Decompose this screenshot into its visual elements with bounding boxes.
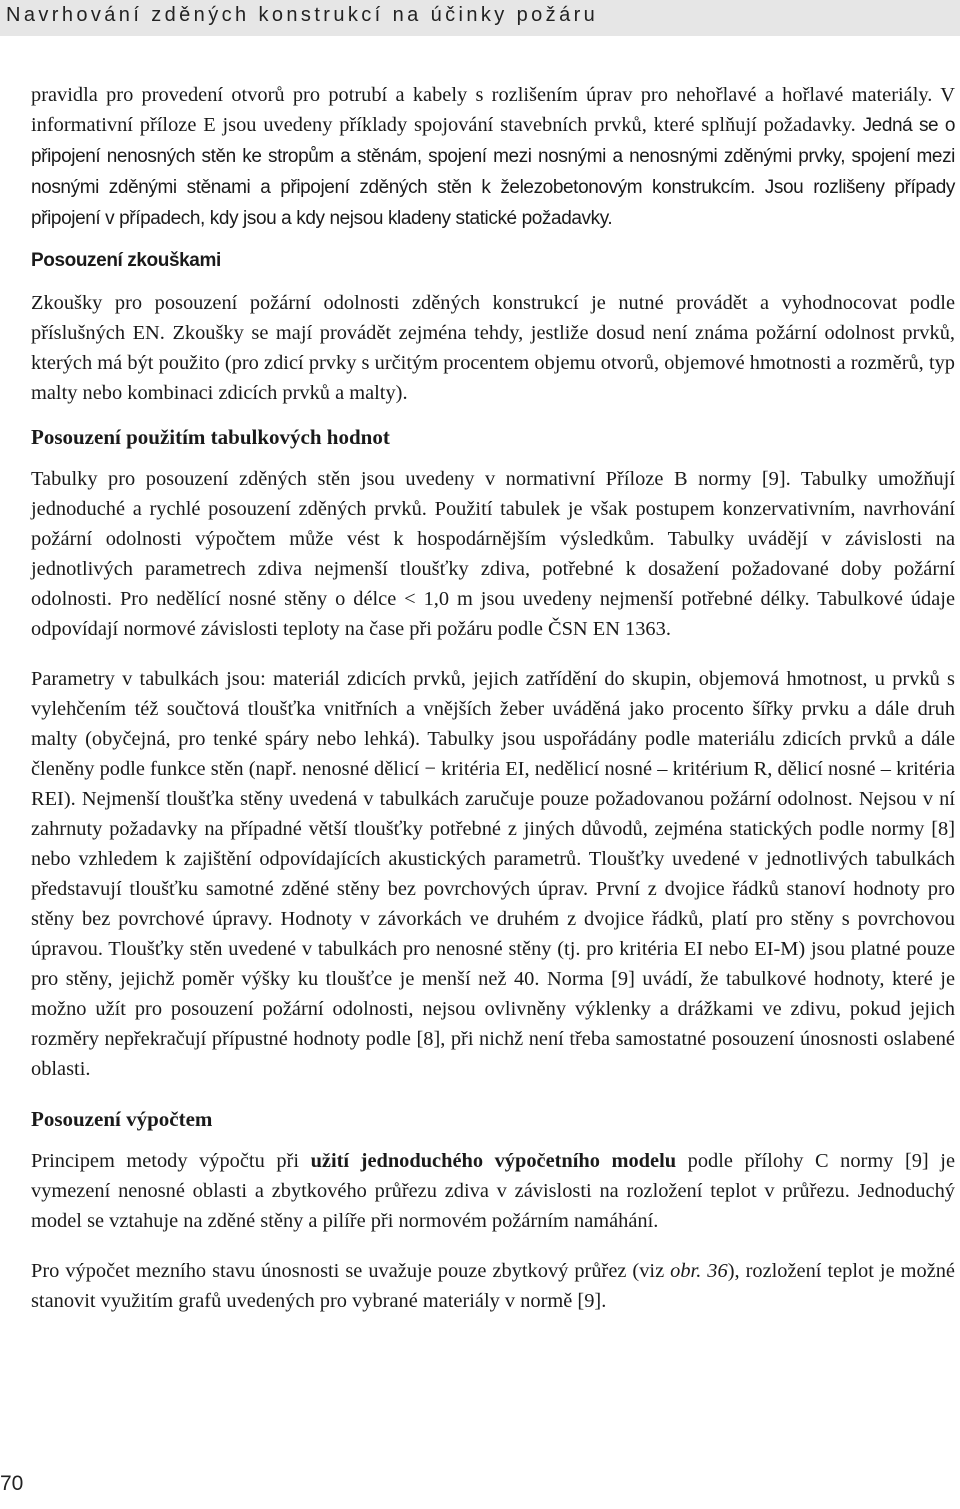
page-number: 70 [0, 1472, 24, 1495]
running-header [0, 0, 960, 36]
paragraph-tabulky-a: Tabulky pro posouzení zděných stěn jsou uvedeny v normativní Příloze B normy [9]. Tabulky umožňují jednoduché a rychlé posouzení zděných prvků. [31, 468, 955, 520]
paragraph-tabulky-b: Použití tabulek je však postupem konzervativním, navrhování požární odolnosti výpočtem může vést k hospodárnějším výsledkům. Tabulky uvádějí v závislosti na jednotlivých parametrech zdiva nejmenší tloušťky zdiva, potřebné k dosažení požadované doby požární odolnosti. [31, 498, 955, 610]
paragraph-vypoctem-pre: Principem metody výpočtu při [31, 1150, 311, 1172]
heading-zkouskami: Posouzení zkouškami [31, 250, 221, 271]
paragraph-tabulky [31, 464, 955, 644]
paragraph-zkouskami-b: Zkoušky se mají provádět zejména tehdy, jestliže dosud není známa požární odolnost prvků, kterých má být použito (pro zdicí prvky s určitým procentem objemu otvorů, objemové hmotnosti a rozměrů, typ malty nebo kombinaci zdicích prvků a malty). [31, 322, 955, 404]
figure-reference: obr. 36 [670, 1260, 728, 1282]
heading-tabulky: Posouzení použitím tabulkových hodnot [31, 425, 390, 449]
header-title: Navrhování zděných konstrukcí na účinky požáru [6, 4, 599, 26]
paragraph-vypoctem-post: podle přílohy C normy [9] je vymezení nenosné oblasti a zbytkového průřezu zdiva v závislosti na rozložení teplot v průřezu. Jednoduchý model se vztahuje na zděné stěny a pilíře při normovém požárním namáhání. [31, 1150, 955, 1232]
paragraph-zkouskami-a: Zkoušky pro posouzení požární odolnosti zděných konstrukcí je nutné provádět a vyhodnocovat podle příslušných EN. [31, 292, 955, 344]
paragraph-zkouskami [31, 288, 955, 408]
paragraph-intro-b: Jedná se o připojení nenosných stěn ke stropům a stěnám, spojení mezi nosnými a nenosnými zděnými prvky, spojení mezi nosnými zděnými stěnami a připojení zděných stěn k železobetonovým konstrukcím. Jsou rozlišeny případy připojení v případech, kdy jsou a kdy nejsou kladeny statické požadavky. [31, 115, 955, 229]
paragraph-intro-a: pravidla pro provedení otvorů pro potrubí a kabely s rozlišením úprav pro nehořlavé a hořlavé materiály. V informativní příloze E jsou uvedeny příklady spojování stavebních prvků, které splňují požadavky. [31, 84, 955, 136]
paragraph-parametry: Parametry v tabulkách jsou: materiál zdicích prvků, jejich zatřídění do skupin, objemová hmotnost, u prvků s vylehčením též součtová tloušťka vnitřních a vnějších žeber uváděná jako procento šířky prvku a dále druh malty (obyčejná, pro tenké spáry nebo lehká). Tabulky jsou uspořádány podle materiálu zdicích prvků a dále členěny podle funkce stěn (např. nenosné dělicí − kritéria EI, nedělicí nosné – kritérium R, dělicí nosné – kritéria REI). Nejmenší tloušťka stěny uvedená v tabulkách zaručuje pouze požadovanou požární odolnost. Nejsou v ní zahrnuty požadavky na případné větší tloušťky potřebné z jiných důvodů, zejména statických podle normy [8] nebo vzhledem k zajištění odpovídajících akustických parametrů. Tloušťky uvedené v jednotlivých tabulkách představují tloušťku samotné zděné stěny bez povrchových úprav. První z dvojice řádků stanoví hodnoty pro stěny bez povrchové úpravy. Hodnoty v závorkách ve druhém z dvojice řádků, platí pro stěny s povrchovou úpravou. Tloušťky stěn uvedené v tabulkách pro nenosné stěny (tj. pro kritéria EI nebo EI-M) jsou platné pouze pro stěny, jejichž poměr výšky ku tloušťce je menší než 40. Norma [9] uvádí, že tabulkové hodnoty, které je možno užít pro posouzení požární odolnosti, nejsou ovlivněny výklenky a drážkami ve zdivu, pokud jejich rozměry nepřekračují přípustné hodnoty podle [8], při nichž není třeba samostatné posouzení únosnosti oslabené oblasti. [31, 668, 955, 1080]
paragraph-vypoctem-bold: užití jednoduchého výpočetního modelu [310, 1150, 677, 1172]
paragraph-tabulky-c: Pro nedělící nosné stěny o délce < 1,0 m jsou uvedeny nejmenší potřebné délky. Tabulkové údaje odpovídají normové závislosti teploty na čase při požáru podle ČSN EN 1363. [31, 588, 956, 640]
paragraph-mezni-stav-post: ), rozložení teplot je možné stanovit využitím grafů uvedených pro vybrané materiály v normě [9]. [31, 1260, 955, 1312]
paragraph-mezni-stav-pre: Pro výpočet mezního stavu únosnosti se uvažuje pouze zbytkový průřez (viz [31, 1260, 671, 1282]
page-content [31, 80, 955, 1316]
paragraph-intro [31, 80, 955, 234]
heading-vypoctem: Posouzení výpočtem [31, 1107, 213, 1131]
paragraph-mezni-stav [31, 1256, 955, 1316]
paragraph-vypoctem [31, 1146, 955, 1236]
